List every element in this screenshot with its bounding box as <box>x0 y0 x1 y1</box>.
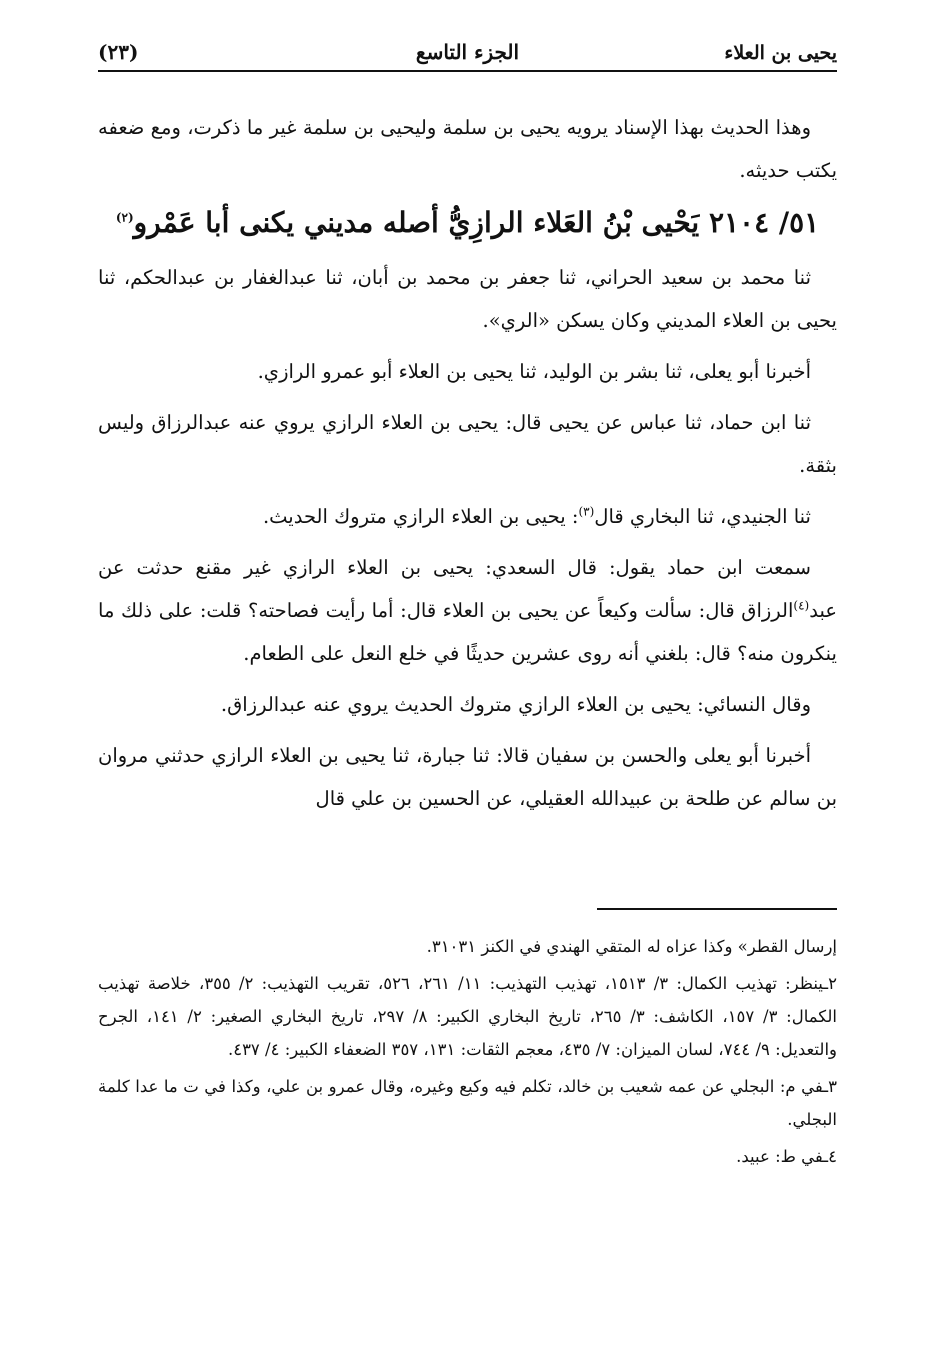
footnote-separator <box>597 908 837 910</box>
paragraph-5 <box>98 546 837 675</box>
header-part: الجزء التاسع <box>415 40 520 64</box>
footnote-3 <box>98 1070 837 1136</box>
footnote-3-text: في م: البجلي عن عمه شعيب بن خالد، تكلم فيه وكيع وغيره، وقال عمرو بن علي، وكذا في ت ما عدا كلمة البجلي. <box>98 1077 837 1129</box>
paragraph-6: وقال النسائي: يحيى بن العلاء الرازي متروك الحديث يروي عنه عبدالرزاق. <box>220 693 811 716</box>
paragraph-4 <box>98 495 837 538</box>
paragraph-7: أخبرنا أبو يعلى والحسن بن سفيان قالا: ثنا جبارة، ثنا يحيى بن العلاء الرازي حدثني مروان بن سالم عن طلحة بن عبيدالله العقيلي، عن الحسين بن علي قال <box>98 744 837 810</box>
footnote-4-text: في ط: عبيد. <box>736 1147 824 1166</box>
entry-heading-text: ٥١/ ٢١٠٤ يَحْيى بْنُ العَلاء الرازِيُّ أصله مديني يكنى أبا عَمْرو <box>133 206 820 239</box>
paragraph-3: ثنا ابن حماد، ثنا عباس عن يحيى قال: يحيى بن العلاء الرازي يروي عنه عبدالرزاق وليس بثقة. <box>98 411 837 477</box>
running-header <box>98 34 837 72</box>
paragraph-4-after: : يحيى بن العلاء الرازي متروك الحديث. <box>262 505 579 528</box>
entry-heading-footnote-ref: (٢) <box>115 210 134 225</box>
footnote-3-number: ٣ـ <box>823 1077 837 1096</box>
footnote-2-number: ٢ـ <box>823 974 838 993</box>
intro-paragraph: وهذا الحديث بهذا الإسناد يرويه يحيى بن سلمة وليحيى بن سلمة غير ما ذكرت، ومع ضعفه يكتب حديثه. <box>98 116 837 182</box>
footnote-2 <box>98 967 837 1066</box>
paragraph-5-before: سمعت ابن حماد يقول: قال السعدي: يحيى بن العلاء الرازي غير مقنع حدثت عن عبد <box>98 556 837 622</box>
footnote-4-number: ٤ـ <box>823 1147 837 1166</box>
paragraph-5-after: الرزاق قال: سألت وكيعاً عن يحيى بن العلاء قال: أما رأيت فصاحته؟ قلت: على ذلك ما ينكرون منه؟ قال: بلغني أنه روى عشرين حديثًا في خلع النعل على الطعام. <box>98 599 837 665</box>
entry-heading <box>98 200 837 246</box>
footnotes <box>98 930 837 1177</box>
main-text <box>98 106 837 828</box>
footnote-ref-4: (٤) <box>793 598 810 613</box>
footnote-2-text: ينظر: تهذيب الكمال: ٣/ ١٥١٣، تهذيب التهذيب: ١١/ ٢٦١، ٥٢٦، تقريب التهذيب: ٢/ ٣٥٥، خلاصة تهذيب الكمال: ٣/ ١٥٧، الكاشف: ٣/ ٢٦٥، تاريخ البخاري الكبير: ٨/ ٢٩٧، تاريخ البخاري الصغير: ٢/ ١٤١، الجرح والتعديل: ٩/ ٧٤٤، لسان الميزان: ٧/ ٤٣٥، معجم الثقات: ١٣١، ٣٥٧ الضعفاء الكبير: ٤/ ٤٣٧. <box>98 974 838 1059</box>
footnote-4 <box>98 1140 837 1173</box>
paragraph-4-before: ثنا الجنيدي، ثنا البخاري قال <box>594 505 811 528</box>
footnote-ref-3: (٣) <box>578 504 595 519</box>
paragraph-2: أخبرنا أبو يعلى، ثنا بشر بن الوليد، ثنا يحيى بن العلاء أبو عمرو الرازي. <box>257 360 811 383</box>
header-page-number: (٢٣) <box>98 40 139 64</box>
paragraph-1: ثنا محمد بن سعيد الحراني، ثنا جعفر بن محمد بن أبان، ثنا عبدالغفار بن عبدالحكم، ثنا يحيى بن العلاء المديني وكان يسكن «الري». <box>98 266 837 332</box>
footnote-continuation: إرسال القطر» وكذا عزاه له المتقي الهندي في الكنز ٣١٠٣١. <box>426 937 837 956</box>
header-author: يحيى بن العلاء <box>724 42 837 64</box>
